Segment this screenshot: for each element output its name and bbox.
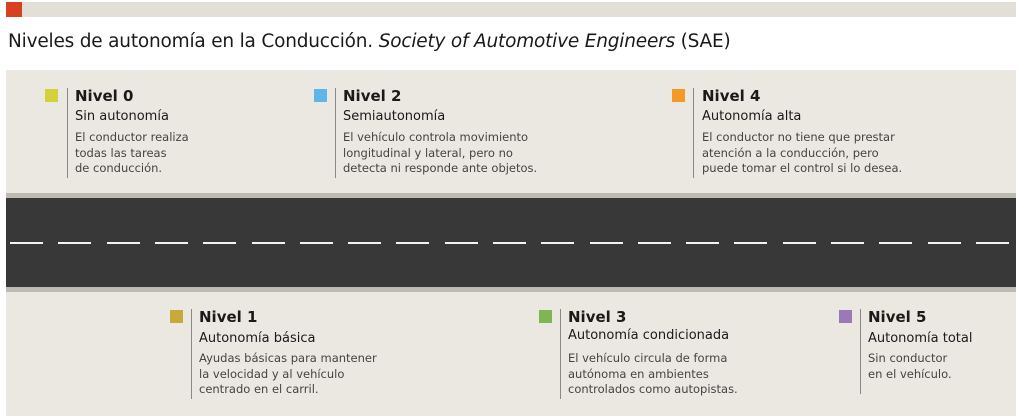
- level-0-description: El conductor realiza todas las tareas de conducción.: [75, 130, 189, 175]
- title-suffix: (SAE): [674, 31, 731, 52]
- road-dash: [831, 242, 864, 244]
- road-dash: [541, 242, 574, 244]
- road-dash: [10, 242, 43, 244]
- level-4-title: Nivel 4: [702, 87, 761, 105]
- road-dash: [107, 242, 140, 244]
- road-dash: [734, 242, 767, 244]
- level-4-description: El conductor no tiene que prestar atención a la conducción, pero puede tomar el control si lo desea.: [702, 130, 903, 175]
- level-2-swatch: [314, 89, 327, 102]
- road-center-dashes: [6, 242, 1016, 244]
- road-dash: [300, 242, 333, 244]
- level-2-line: [335, 88, 336, 178]
- level-2-subtitle: Semiautonomía: [343, 109, 446, 124]
- level-4-subtitle: Autonomía alta: [702, 109, 802, 124]
- level-3-title: Nivel 3: [568, 308, 627, 326]
- level-0-line: [67, 88, 68, 178]
- level-5-description: Sin conductor en el vehículo.: [868, 351, 952, 381]
- level-5-title: Nivel 5: [868, 308, 927, 326]
- road-dash: [976, 242, 1009, 244]
- level-4-line: [693, 88, 694, 178]
- level-0-swatch: [45, 89, 58, 102]
- level-0-subtitle: Sin autonomía: [75, 109, 169, 124]
- road-dash: [348, 242, 381, 244]
- level-5-line: [860, 309, 861, 394]
- road-dash: [252, 242, 285, 244]
- level-2-description: El vehículo controla movimiento longitudinal y lateral, pero no detecta ni responde ante objetos.: [343, 130, 538, 175]
- road-dash: [203, 242, 236, 244]
- level-2-title: Nivel 2: [343, 87, 402, 105]
- level-3-subtitle: Autonomía condicionada: [568, 328, 730, 343]
- lower-band: [6, 292, 1016, 416]
- level-1-title: Nivel 1: [199, 308, 258, 326]
- road-dash: [493, 242, 526, 244]
- top-bar: [6, 2, 1016, 17]
- title-main: Niveles de autonomía en la Conducción.: [8, 31, 379, 52]
- road-dash: [638, 242, 671, 244]
- road-dash: [879, 242, 912, 244]
- page-title: [8, 31, 731, 52]
- level-5-subtitle: Autonomía total: [868, 331, 973, 346]
- level-3-description: El vehículo circula de forma autónoma en ambientes controlados como autopistas.: [568, 351, 738, 396]
- title-italic: Society of Automotive Engineers: [378, 31, 675, 52]
- level-3-line: [560, 309, 561, 399]
- road-dash: [445, 242, 478, 244]
- level-1-line: [191, 309, 192, 399]
- level-4-swatch: [672, 89, 685, 102]
- level-1-description: Ayudas básicas para mantener la velocidad y al vehículo centrado en el carril.: [199, 351, 377, 396]
- level-0-title: Nivel 0: [75, 87, 134, 105]
- road-dash: [155, 242, 188, 244]
- accent-block: [6, 2, 22, 17]
- road-dash: [590, 242, 623, 244]
- road-dash: [58, 242, 91, 244]
- road-dash: [783, 242, 816, 244]
- level-3-swatch: [539, 310, 552, 323]
- level-1-swatch: [170, 310, 183, 323]
- road-dash: [928, 242, 961, 244]
- level-1-subtitle: Autonomía básica: [199, 331, 316, 346]
- level-5-swatch: [839, 310, 852, 323]
- road-dash: [396, 242, 429, 244]
- road-dash: [686, 242, 719, 244]
